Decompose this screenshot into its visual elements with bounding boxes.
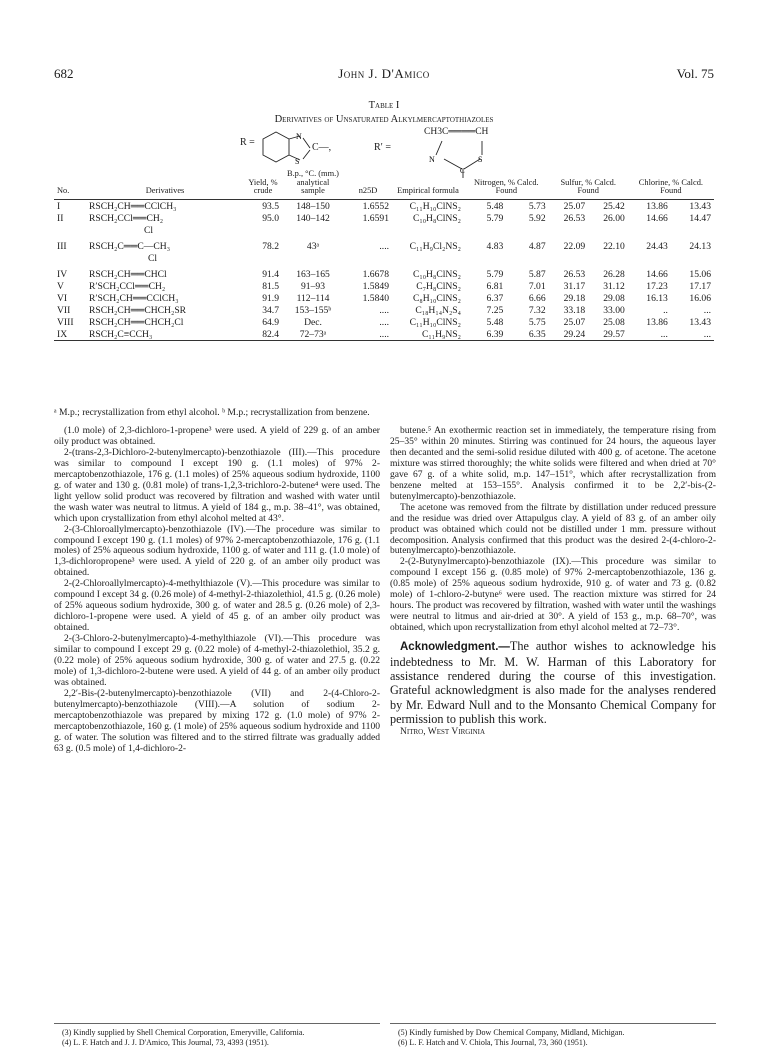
reference: (6) L. F. Hatch and V. Chiola, This Journal, 73, 360 (1951). — [398, 1037, 588, 1047]
cell-derivative: RSCH₂CH══CClCH₃ — [89, 200, 177, 212]
table-row — [54, 212, 714, 224]
paragraph: 2-(2-Butynylmercapto)-benzothiazole (IX).—This procedure was similar to compound I except 156 g. (0.85 mole) of 97% 2-mercaptobenzothiazole, 136 g. (0.85 mole) of 25% aqueous sodium hydroxide, 910 g. of water and 73 g. (0.82 mole) of 1-chloro-2-butyne⁶ were used. The reaction mixture was stirred for 24 hours. The product was recovered by filtration, washed with water until the washings were neutral to litmus and air-dried at 30°. A yield of 153 g., m.p. 68–70°, was obtained, which upon recrystallization from ethyl alcohol melted at 72–73°. — [390, 556, 716, 634]
paragraph: 2,2′-Bis-(2-butenylmercapto)-benzothiazole (VII) and 2-(4-Chloro-2-butenylmercapto)-benzothiazole (VIII).—A solution of sodium 2-mercaptobenzothiazole was prepared by mixing 172 g. (1.0 mole) of 97% 2-mercaptobenzothiazole, 160 g. (1 mole) of 25% aqueous sodium hydroxide and 1100 g. of water. The solution was filtered and to the stirred filtrate was gradually added 63 g. (0.5 mole) of 1,4-dichloro-2- — [54, 687, 380, 754]
running-author: John J. D'Amico — [338, 66, 430, 81]
cell-bp: 153–155ᵇ — [294, 304, 332, 316]
cell-cl-found: ... — [703, 328, 711, 340]
footnotes-right — [390, 1023, 716, 1047]
cell-s-found: 22.10 — [603, 240, 625, 252]
cell-s-found: 29.08 — [603, 292, 625, 304]
cell-s-found: 29.57 — [603, 328, 625, 340]
cell-yield: 82.4 — [262, 328, 279, 340]
cell-s-calcd: 31.17 — [563, 280, 586, 292]
derivatives-table — [54, 170, 714, 341]
cell-formula: C₁₁H₉Cl₂NS₂ — [409, 240, 461, 252]
col-yield: Yield, % crude — [248, 177, 278, 195]
cell-derivative: R′SCH₂CH══CClCH₃ — [89, 292, 179, 304]
cell-nd: 1.6678 — [362, 268, 389, 280]
table-footnote: ᵃ M.p.; recrystallization from ethyl alcohol. ᵇ M.p.; recrystallization from benzene. — [54, 407, 370, 418]
cell-n-calcd: 4.83 — [486, 240, 504, 252]
table-row — [54, 292, 714, 304]
cell-n-found: 5.73 — [528, 200, 546, 212]
table-row — [54, 328, 714, 341]
cell-no: VIII — [57, 316, 74, 328]
reference: (3) Kindly supplied by Shell Chemical Corporation, Emeryville, California. — [62, 1028, 305, 1037]
page-number: 682 — [54, 66, 74, 81]
col-bp: B.p., °C. (mm.) analytical sample — [287, 169, 339, 195]
cell-cl-calcd: ... — [660, 328, 668, 340]
cell-nd: 1.6591 — [362, 212, 389, 224]
cell-bp: 43ᵃ — [306, 240, 320, 252]
svg-text:N: N — [429, 155, 435, 164]
cell-n-calcd: 5.79 — [486, 268, 504, 280]
table-title: Derivatives of Unsaturated Alkylmercaptothiazoles — [274, 114, 494, 125]
cell-no: VI — [57, 292, 68, 304]
cell-nd: 1.5840 — [362, 292, 389, 304]
cell-s-calcd: 26.53 — [563, 212, 586, 224]
ack-heading: Acknowledgment.— — [400, 641, 510, 654]
cell-formula: C₇H₈ClNS₂ — [416, 280, 461, 292]
col-derivatives: Derivatives — [145, 186, 185, 195]
footnotes-left — [54, 1023, 380, 1047]
cell-derivative: R′SCH₂CCl══CH₂ — [89, 280, 166, 292]
cell-n-found: 6.66 — [528, 292, 546, 304]
cell-n-found: 5.75 — [528, 316, 546, 328]
cell-n-calcd: 6.81 — [486, 280, 504, 292]
cell-s-found: 26.28 — [603, 268, 625, 280]
ack-text: The author wishes to acknowledge his indebtedness to Mr. M. W. Harman of this Laboratory for assistance rendered during the course of this investigation. Grateful acknowledgment is also made for the analyses rendered by Mr. Edward Null and to the Monsanto Chemical Company for permission to publish this work. — [390, 639, 716, 727]
cell-derivative: RSCH₂C══C—CH₃ — [89, 240, 171, 252]
c-bond-label: C—, — [312, 142, 332, 153]
cell-n-found: 7.01 — [528, 280, 546, 292]
cell-derivative: RSCH₂CCl══CH₂ — [89, 212, 164, 224]
cell-no: VII — [57, 304, 71, 316]
cell-s-calcd: 25.07 — [563, 316, 586, 328]
cell-formula: C₁₁H₁₀ClNS₂ — [409, 200, 461, 212]
cell-yield: 34.7 — [262, 304, 279, 316]
cell-no: I — [57, 200, 61, 212]
cell-nd: .... — [379, 316, 389, 328]
cell-n-calcd: 6.39 — [486, 328, 504, 340]
cell-yield: 78.2 — [262, 240, 279, 252]
cell-s-found: 33.00 — [603, 304, 625, 316]
cell-n-calcd: 5.48 — [486, 200, 504, 212]
table-label: Table I — [368, 100, 400, 111]
cell-s-found: 25.42 — [603, 200, 625, 212]
cell-cl-calcd: 17.23 — [646, 280, 668, 292]
cell-cl-calcd: .. — [663, 304, 668, 316]
cell-derivative: RSCH₂CH══CHCH₂Cl — [89, 316, 184, 328]
cell-yield: 64.9 — [262, 316, 279, 328]
reference: (4) L. F. Hatch and J. J. D'Amico, This Journal, 73, 4393 (1951). — [62, 1037, 269, 1047]
r-group-label: R = — [240, 137, 255, 148]
cell-cl-found: 13.43 — [689, 200, 711, 212]
cell-n-found: 6.35 — [528, 328, 546, 340]
cell-no: IV — [57, 268, 68, 280]
cell-s-calcd: 29.24 — [563, 328, 586, 340]
cell-s-calcd: 33.18 — [563, 304, 586, 316]
col-formula: Empirical formula — [397, 186, 459, 195]
cell-n-calcd: 7.25 — [486, 304, 504, 316]
cell-s-found: 26.00 — [603, 212, 625, 224]
cell-cl-calcd: 13.86 — [646, 200, 668, 212]
cell-cl-calcd: 24.43 — [646, 240, 668, 252]
chlorine-substituent: Cl — [144, 224, 154, 236]
r-prime-label: R′ = — [374, 142, 391, 153]
running-header — [54, 66, 714, 82]
cell-s-found: 31.12 — [603, 280, 625, 292]
table-row — [54, 280, 714, 292]
svg-text:S: S — [295, 157, 300, 166]
cell-nd: 1.6552 — [362, 200, 389, 212]
svg-text:S: S — [478, 155, 483, 164]
cell-n-calcd: 5.79 — [486, 212, 504, 224]
reference: (5) Kindly furnished by Dow Chemical Company, Midland, Michigan. — [398, 1028, 625, 1037]
cell-cl-found: 24.13 — [689, 240, 711, 252]
chlorine-substituent: Cl — [148, 252, 158, 264]
table-row — [54, 240, 714, 252]
cell-derivative: RSCH₂CH══CHCl — [89, 268, 167, 280]
cell-yield: 91.9 — [262, 292, 279, 304]
cell-bp: 148–150 — [296, 200, 330, 212]
thiazole-top-label: CH3C════CH — [424, 127, 489, 137]
paragraph: 2-(trans-2,3-Dichloro-2-butenylmercapto)-benzothiazole (III).—This procedure was similar to compound I except 190 g. (1.1 moles) of 97% 2-mercaptobenzothiazole, 176 g. (1.1 moles) of 25% aqueous sodium hydroxide, 1100 g. of water and 130 g. (0.81 mole) of trans-1,2,3-trichloro-2-butene⁴ were used. The light yellow solid product was recovered by filtration and washed with water until the wash water was neutral to litmus. A yield of 184 g., m.p. 38–41°, was obtained, which upon crystallization from ethyl alcohol melted at 43°. — [54, 446, 380, 524]
cell-s-calcd: 29.18 — [563, 292, 586, 304]
cell-bp: 112–114 — [296, 292, 330, 304]
cell-cl-found: 17.17 — [689, 280, 711, 292]
acknowledgment — [390, 639, 716, 726]
cell-derivative: RSCH₂C≡CCH₃ — [89, 328, 153, 340]
cell-bp: Dec. — [304, 316, 322, 328]
right-column — [390, 426, 716, 738]
cell-formula: C₁₀H₈ClNS₂ — [412, 212, 461, 224]
col-no: No. — [57, 186, 70, 195]
cell-n-found: 5.92 — [528, 212, 546, 224]
cell-cl-found: ... — [703, 304, 711, 316]
cell-yield: 95.0 — [262, 212, 279, 224]
cell-no: III — [57, 240, 67, 252]
paragraph: The acetone was removed from the filtrate by distillation under reduced pressure and the residue was dried over Attapulgus clay. A yield of 83 g. of an amber oily product was obtained which could not be distilled under 1 mm. pressure without decomposition. Analysis confirmed that this product was the desired 2-(4-chloro-2-butenylmercapto)-benzothiazole. — [390, 501, 716, 557]
left-column — [54, 426, 380, 755]
cell-nd: 1.5849 — [362, 280, 389, 292]
cell-s-calcd: 25.07 — [563, 200, 586, 212]
cell-bp: 163–165 — [296, 268, 330, 280]
cell-s-calcd: 22.09 — [563, 240, 586, 252]
cell-cl-found: 15.06 — [689, 268, 711, 280]
cell-bp: 91–93 — [301, 280, 325, 292]
paragraph: butene.⁵ An exothermic reaction set in immediately, the temperature rising from 25–35° within 20 minutes. Stirring was continued for 24 hours, the aqueous layer then decanted and the semi-solid residue diluted with 400 g. of acetone. The acetone mixture was stirred thoroughly; the white solids were filtered and when dried at 70° gave 67 g. of a white solid, m.p. 147–151°, which after recrystallization from benzene melted at 153–155°. Analysis confirmed it to be 2,2′-bis-(2-butenylmercapto)-benzothiazole. — [390, 425, 716, 502]
cell-derivative: RSCH₂CH══CHCH₂SR — [89, 304, 187, 316]
signature-location: Nitro, West Virginia — [400, 726, 486, 737]
cell-cl-found: 16.06 — [689, 292, 711, 304]
cell-formula: C₈H₁₀ClNS₂ — [412, 292, 461, 304]
cell-nd: .... — [379, 328, 389, 340]
cell-s-found: 25.08 — [603, 316, 625, 328]
cell-n-found: 4.87 — [528, 240, 546, 252]
cell-formula: C₁₀H₈ClNS₂ — [412, 268, 461, 280]
cell-cl-calcd: 13.86 — [646, 316, 668, 328]
cell-no: II — [57, 212, 64, 224]
cell-n-found: 5.87 — [528, 268, 546, 280]
table-row — [54, 304, 714, 316]
svg-text:C: C — [460, 167, 465, 175]
table-row — [54, 268, 714, 280]
col-nd: n25D — [358, 186, 378, 195]
cell-formula: C₁₁H₁₀ClNS₂ — [409, 316, 461, 328]
cell-bp: 72–73ᵃ — [299, 328, 327, 340]
col-sulfur: Sulfur, % Calcd. Found — [560, 177, 616, 195]
cell-no: V — [57, 280, 64, 292]
volume-label: Vol. 75 — [676, 66, 714, 81]
cell-cl-calcd: 16.13 — [646, 292, 668, 304]
cell-s-calcd: 26.53 — [563, 268, 586, 280]
cell-n-calcd: 6.37 — [486, 292, 504, 304]
cell-bp: 140–142 — [296, 212, 330, 224]
table-header-row — [54, 170, 714, 199]
cell-n-found: 7.32 — [528, 304, 546, 316]
cell-n-calcd: 5.48 — [486, 316, 504, 328]
cell-cl-calcd: 14.66 — [646, 268, 668, 280]
cell-yield: 81.5 — [262, 280, 279, 292]
paragraph: 2-(3-Chloroallylmercapto)-benzothiazole (IV).—The procedure was similar to compound I except 190 g. (1.1 moles) of 97% 2-mercaptobenzothiazole, 176 g. (1.1 moles) of 25% aqueous sodium hydroxide, 1100 g. of water and 111 g. (1.0 mole) of 1,3-dichloropropene³ were used. A yield of 220 g. of an amber oily product was obtained. — [54, 523, 380, 579]
cell-formula: C₁₈H₁₄N₂S₄ — [415, 304, 461, 316]
svg-text:N: N — [296, 132, 302, 141]
cell-cl-found: 13.43 — [689, 316, 711, 328]
cell-yield: 91.4 — [262, 268, 279, 280]
paragraph: (1.0 mole) of 2,3-dichloro-1-propene³ were used. A yield of 229 g. of an amber oily product was obtained. — [54, 425, 380, 447]
cell-nd: .... — [379, 240, 389, 252]
table-row — [54, 316, 714, 328]
cell-formula: C₁₁H₉NS₂ — [422, 328, 461, 340]
paragraph: 2-(2-Chloroallylmercapto)-4-methylthiazole (V).—This procedure was similar to compound I except 34 g. (0.26 mole) of 4-methyl-2-thiazolethiol, 41.5 g. (0.26 mole) of 25% aqueous sodium hydroxide, 300 g. of water and 28.5 g. (0.26 mole) of 2,3-dichloro-1-propene were used. A yield of 45 g. of an amber oily product was obtained. — [54, 578, 380, 634]
paragraph: 2-(3-Chloro-2-butenylmercapto)-4-methylthiazole (VI).—This procedure was similar to compound I except 29 g. (0.22 mole) of 4-methyl-2-thiazolethiol, 35.2 g. (0.22 mole) of 25% aqueous sodium hydroxide, 300 g. of water and 27.5 g. (0.22 mole) of 1,3-dichloro-2-butene were used. A yield of 44 g. of an amber oily product was obtained. — [54, 633, 380, 688]
cell-yield: 93.5 — [262, 200, 279, 212]
col-nitrogen: Nitrogen, % Calcd. Found — [473, 177, 539, 195]
table-row — [54, 200, 714, 212]
cell-no: IX — [57, 328, 68, 340]
cell-cl-calcd: 14.66 — [646, 212, 668, 224]
col-chlorine: Chlorine, % Calcd. Found — [638, 177, 703, 195]
cell-cl-found: 14.47 — [689, 212, 711, 224]
cell-nd: .... — [379, 304, 389, 316]
